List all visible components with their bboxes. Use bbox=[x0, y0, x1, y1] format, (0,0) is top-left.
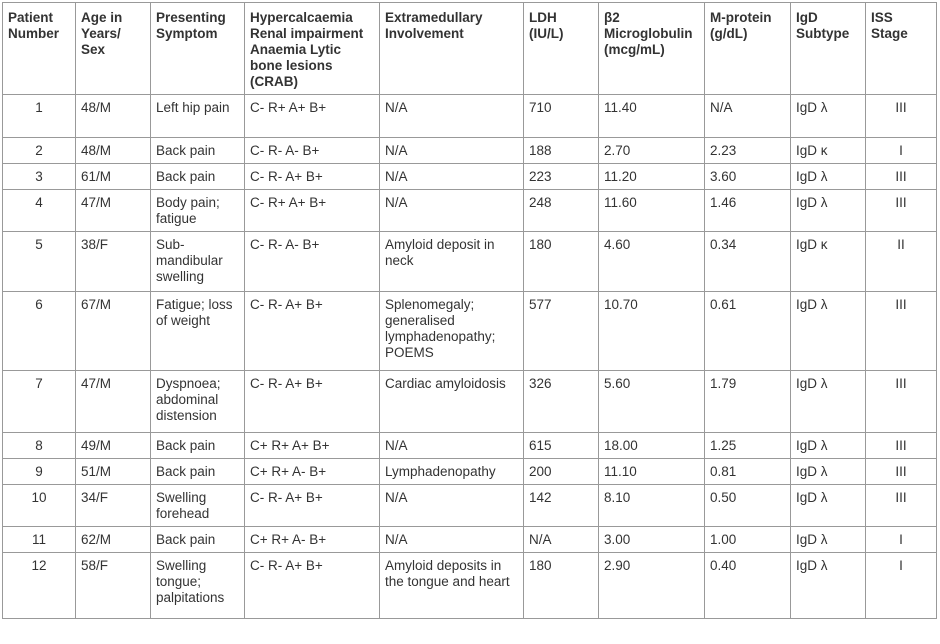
patient-number-cell: 1 bbox=[3, 95, 76, 138]
igd-subtype-cell: IgD κ bbox=[791, 232, 866, 292]
b2-microglobulin-cell: 11.60 bbox=[599, 190, 705, 232]
header-m-protein: M-protein (g/dL) bbox=[705, 3, 791, 95]
table-row bbox=[3, 190, 937, 232]
age-sex-cell: 62/M bbox=[76, 527, 151, 553]
m-protein-cell: 1.25 bbox=[705, 433, 791, 459]
table-row bbox=[3, 138, 937, 164]
age-sex-cell: 48/M bbox=[76, 138, 151, 164]
patient-number-cell: 10 bbox=[3, 485, 76, 527]
symptom-cell: Fatigue; loss of weight bbox=[151, 292, 245, 371]
age-sex-cell: 47/M bbox=[76, 190, 151, 232]
iss-stage-cell: III bbox=[866, 459, 937, 485]
symptom-cell: Sub-mandibular swelling bbox=[151, 232, 245, 292]
iss-stage-cell: III bbox=[866, 433, 937, 459]
ldh-cell: 180 bbox=[524, 232, 599, 292]
patient-number-cell: 3 bbox=[3, 164, 76, 190]
patient-number-cell: 4 bbox=[3, 190, 76, 232]
extramedullary-cell: Amyloid deposit in neck bbox=[380, 232, 524, 292]
b2-microglobulin-cell: 8.10 bbox=[599, 485, 705, 527]
age-sex-cell: 58/F bbox=[76, 553, 151, 619]
ldh-cell: 200 bbox=[524, 459, 599, 485]
table-row bbox=[3, 527, 937, 553]
igd-subtype-cell: IgD λ bbox=[791, 433, 866, 459]
ldh-cell: 615 bbox=[524, 433, 599, 459]
patient-table bbox=[2, 2, 937, 619]
ldh-cell: 223 bbox=[524, 164, 599, 190]
table-row bbox=[3, 232, 937, 292]
age-sex-cell: 67/M bbox=[76, 292, 151, 371]
table-row bbox=[3, 553, 937, 619]
patient-number-cell: 11 bbox=[3, 527, 76, 553]
symptom-cell: Swelling tongue; palpitations bbox=[151, 553, 245, 619]
header-row bbox=[3, 3, 937, 95]
header-ldh: LDH (IU/L) bbox=[524, 3, 599, 95]
b2-microglobulin-cell: 4.60 bbox=[599, 232, 705, 292]
table-row bbox=[3, 433, 937, 459]
extramedullary-cell: Cardiac amyloidosis bbox=[380, 371, 524, 433]
patient-number-cell: 6 bbox=[3, 292, 76, 371]
crab-cell: C- R- A+ B+ bbox=[245, 292, 380, 371]
table-row bbox=[3, 95, 937, 138]
crab-cell: C- R- A- B+ bbox=[245, 232, 380, 292]
crab-cell: C- R- A+ B+ bbox=[245, 485, 380, 527]
b2-microglobulin-cell: 18.00 bbox=[599, 433, 705, 459]
m-protein-cell: 0.34 bbox=[705, 232, 791, 292]
iss-stage-cell: III bbox=[866, 95, 937, 138]
age-sex-cell: 51/M bbox=[76, 459, 151, 485]
table-row bbox=[3, 292, 937, 371]
extramedullary-cell: Amyloid deposits in the tongue and heart bbox=[380, 553, 524, 619]
symptom-cell: Back pain bbox=[151, 164, 245, 190]
age-sex-cell: 48/M bbox=[76, 95, 151, 138]
symptom-cell: Swelling forehead bbox=[151, 485, 245, 527]
iss-stage-cell: I bbox=[866, 527, 937, 553]
igd-subtype-cell: IgD λ bbox=[791, 371, 866, 433]
age-sex-cell: 49/M bbox=[76, 433, 151, 459]
header-iss-stage: ISS Stage bbox=[866, 3, 937, 95]
crab-cell: C+ R+ A- B+ bbox=[245, 527, 380, 553]
igd-subtype-cell: IgD λ bbox=[791, 553, 866, 619]
iss-stage-cell: III bbox=[866, 164, 937, 190]
patient-number-cell: 8 bbox=[3, 433, 76, 459]
crab-cell: C+ R+ A+ B+ bbox=[245, 433, 380, 459]
m-protein-cell: N/A bbox=[705, 95, 791, 138]
extramedullary-cell: N/A bbox=[380, 164, 524, 190]
m-protein-cell: 0.40 bbox=[705, 553, 791, 619]
ldh-cell: 188 bbox=[524, 138, 599, 164]
extramedullary-cell: N/A bbox=[380, 485, 524, 527]
m-protein-cell: 3.60 bbox=[705, 164, 791, 190]
igd-subtype-cell: IgD λ bbox=[791, 459, 866, 485]
b2-microglobulin-cell: 2.70 bbox=[599, 138, 705, 164]
crab-cell: C+ R+ A- B+ bbox=[245, 459, 380, 485]
igd-subtype-cell: IgD λ bbox=[791, 292, 866, 371]
table-row bbox=[3, 485, 937, 527]
table-row bbox=[3, 459, 937, 485]
patient-number-cell: 5 bbox=[3, 232, 76, 292]
header-age-sex: Age in Years/ Sex bbox=[76, 3, 151, 95]
crab-cell: C- R+ A+ B+ bbox=[245, 190, 380, 232]
ldh-cell: 180 bbox=[524, 553, 599, 619]
extramedullary-cell: N/A bbox=[380, 433, 524, 459]
patient-number-cell: 9 bbox=[3, 459, 76, 485]
b2-microglobulin-cell: 5.60 bbox=[599, 371, 705, 433]
iss-stage-cell: I bbox=[866, 553, 937, 619]
b2-microglobulin-cell: 10.70 bbox=[599, 292, 705, 371]
iss-stage-cell: III bbox=[866, 292, 937, 371]
extramedullary-cell: N/A bbox=[380, 95, 524, 138]
iss-stage-cell: II bbox=[866, 232, 937, 292]
ldh-cell: 142 bbox=[524, 485, 599, 527]
iss-stage-cell: I bbox=[866, 138, 937, 164]
patient-number-cell: 12 bbox=[3, 553, 76, 619]
header-extramedullary: Extramedullary Involvement bbox=[380, 3, 524, 95]
header-b2-microglobulin: β2 Microglobulin (mcg/mL) bbox=[599, 3, 705, 95]
igd-subtype-cell: IgD κ bbox=[791, 138, 866, 164]
patient-number-cell: 7 bbox=[3, 371, 76, 433]
table-row bbox=[3, 164, 937, 190]
m-protein-cell: 1.00 bbox=[705, 527, 791, 553]
age-sex-cell: 47/M bbox=[76, 371, 151, 433]
ldh-cell: 710 bbox=[524, 95, 599, 138]
header-igd-subtype: IgD Subtype bbox=[791, 3, 866, 95]
age-sex-cell: 34/F bbox=[76, 485, 151, 527]
m-protein-cell: 0.50 bbox=[705, 485, 791, 527]
extramedullary-cell: Splenomegaly; generalised lymphadenopathy; POEMS bbox=[380, 292, 524, 371]
symptom-cell: Back pain bbox=[151, 433, 245, 459]
igd-subtype-cell: IgD λ bbox=[791, 190, 866, 232]
crab-cell: C- R- A+ B+ bbox=[245, 164, 380, 190]
m-protein-cell: 0.81 bbox=[705, 459, 791, 485]
igd-subtype-cell: IgD λ bbox=[791, 527, 866, 553]
b2-microglobulin-cell: 11.20 bbox=[599, 164, 705, 190]
header-patient-number: Patient Number bbox=[3, 3, 76, 95]
crab-cell: C- R+ A+ B+ bbox=[245, 95, 380, 138]
header-crab: Hypercalcaemia Renal impairment Anaemia Lytic bone lesions (CRAB) bbox=[245, 3, 380, 95]
m-protein-cell: 1.79 bbox=[705, 371, 791, 433]
crab-cell: C- R- A+ B+ bbox=[245, 553, 380, 619]
crab-cell: C- R- A- B+ bbox=[245, 138, 380, 164]
iss-stage-cell: III bbox=[866, 190, 937, 232]
ldh-cell: 326 bbox=[524, 371, 599, 433]
extramedullary-cell: N/A bbox=[380, 527, 524, 553]
b2-microglobulin-cell: 3.00 bbox=[599, 527, 705, 553]
iss-stage-cell: III bbox=[866, 485, 937, 527]
symptom-cell: Back pain bbox=[151, 459, 245, 485]
header-presenting-symptom: Presenting Symptom bbox=[151, 3, 245, 95]
extramedullary-cell: N/A bbox=[380, 190, 524, 232]
symptom-cell: Back pain bbox=[151, 527, 245, 553]
m-protein-cell: 2.23 bbox=[705, 138, 791, 164]
igd-subtype-cell: IgD λ bbox=[791, 164, 866, 190]
table-row bbox=[3, 371, 937, 433]
ldh-cell: N/A bbox=[524, 527, 599, 553]
b2-microglobulin-cell: 11.10 bbox=[599, 459, 705, 485]
extramedullary-cell: Lymphadenopathy bbox=[380, 459, 524, 485]
patient-number-cell: 2 bbox=[3, 138, 76, 164]
symptom-cell: Dyspnoea; abdominal distension bbox=[151, 371, 245, 433]
b2-microglobulin-cell: 2.90 bbox=[599, 553, 705, 619]
m-protein-cell: 1.46 bbox=[705, 190, 791, 232]
extramedullary-cell: N/A bbox=[380, 138, 524, 164]
crab-cell: C- R- A+ B+ bbox=[245, 371, 380, 433]
symptom-cell: Left hip pain bbox=[151, 95, 245, 138]
ldh-cell: 248 bbox=[524, 190, 599, 232]
symptom-cell: Body pain; fatigue bbox=[151, 190, 245, 232]
m-protein-cell: 0.61 bbox=[705, 292, 791, 371]
iss-stage-cell: III bbox=[866, 371, 937, 433]
ldh-cell: 577 bbox=[524, 292, 599, 371]
b2-microglobulin-cell: 11.40 bbox=[599, 95, 705, 138]
igd-subtype-cell: IgD λ bbox=[791, 95, 866, 138]
symptom-cell: Back pain bbox=[151, 138, 245, 164]
igd-subtype-cell: IgD λ bbox=[791, 485, 866, 527]
age-sex-cell: 61/M bbox=[76, 164, 151, 190]
age-sex-cell: 38/F bbox=[76, 232, 151, 292]
